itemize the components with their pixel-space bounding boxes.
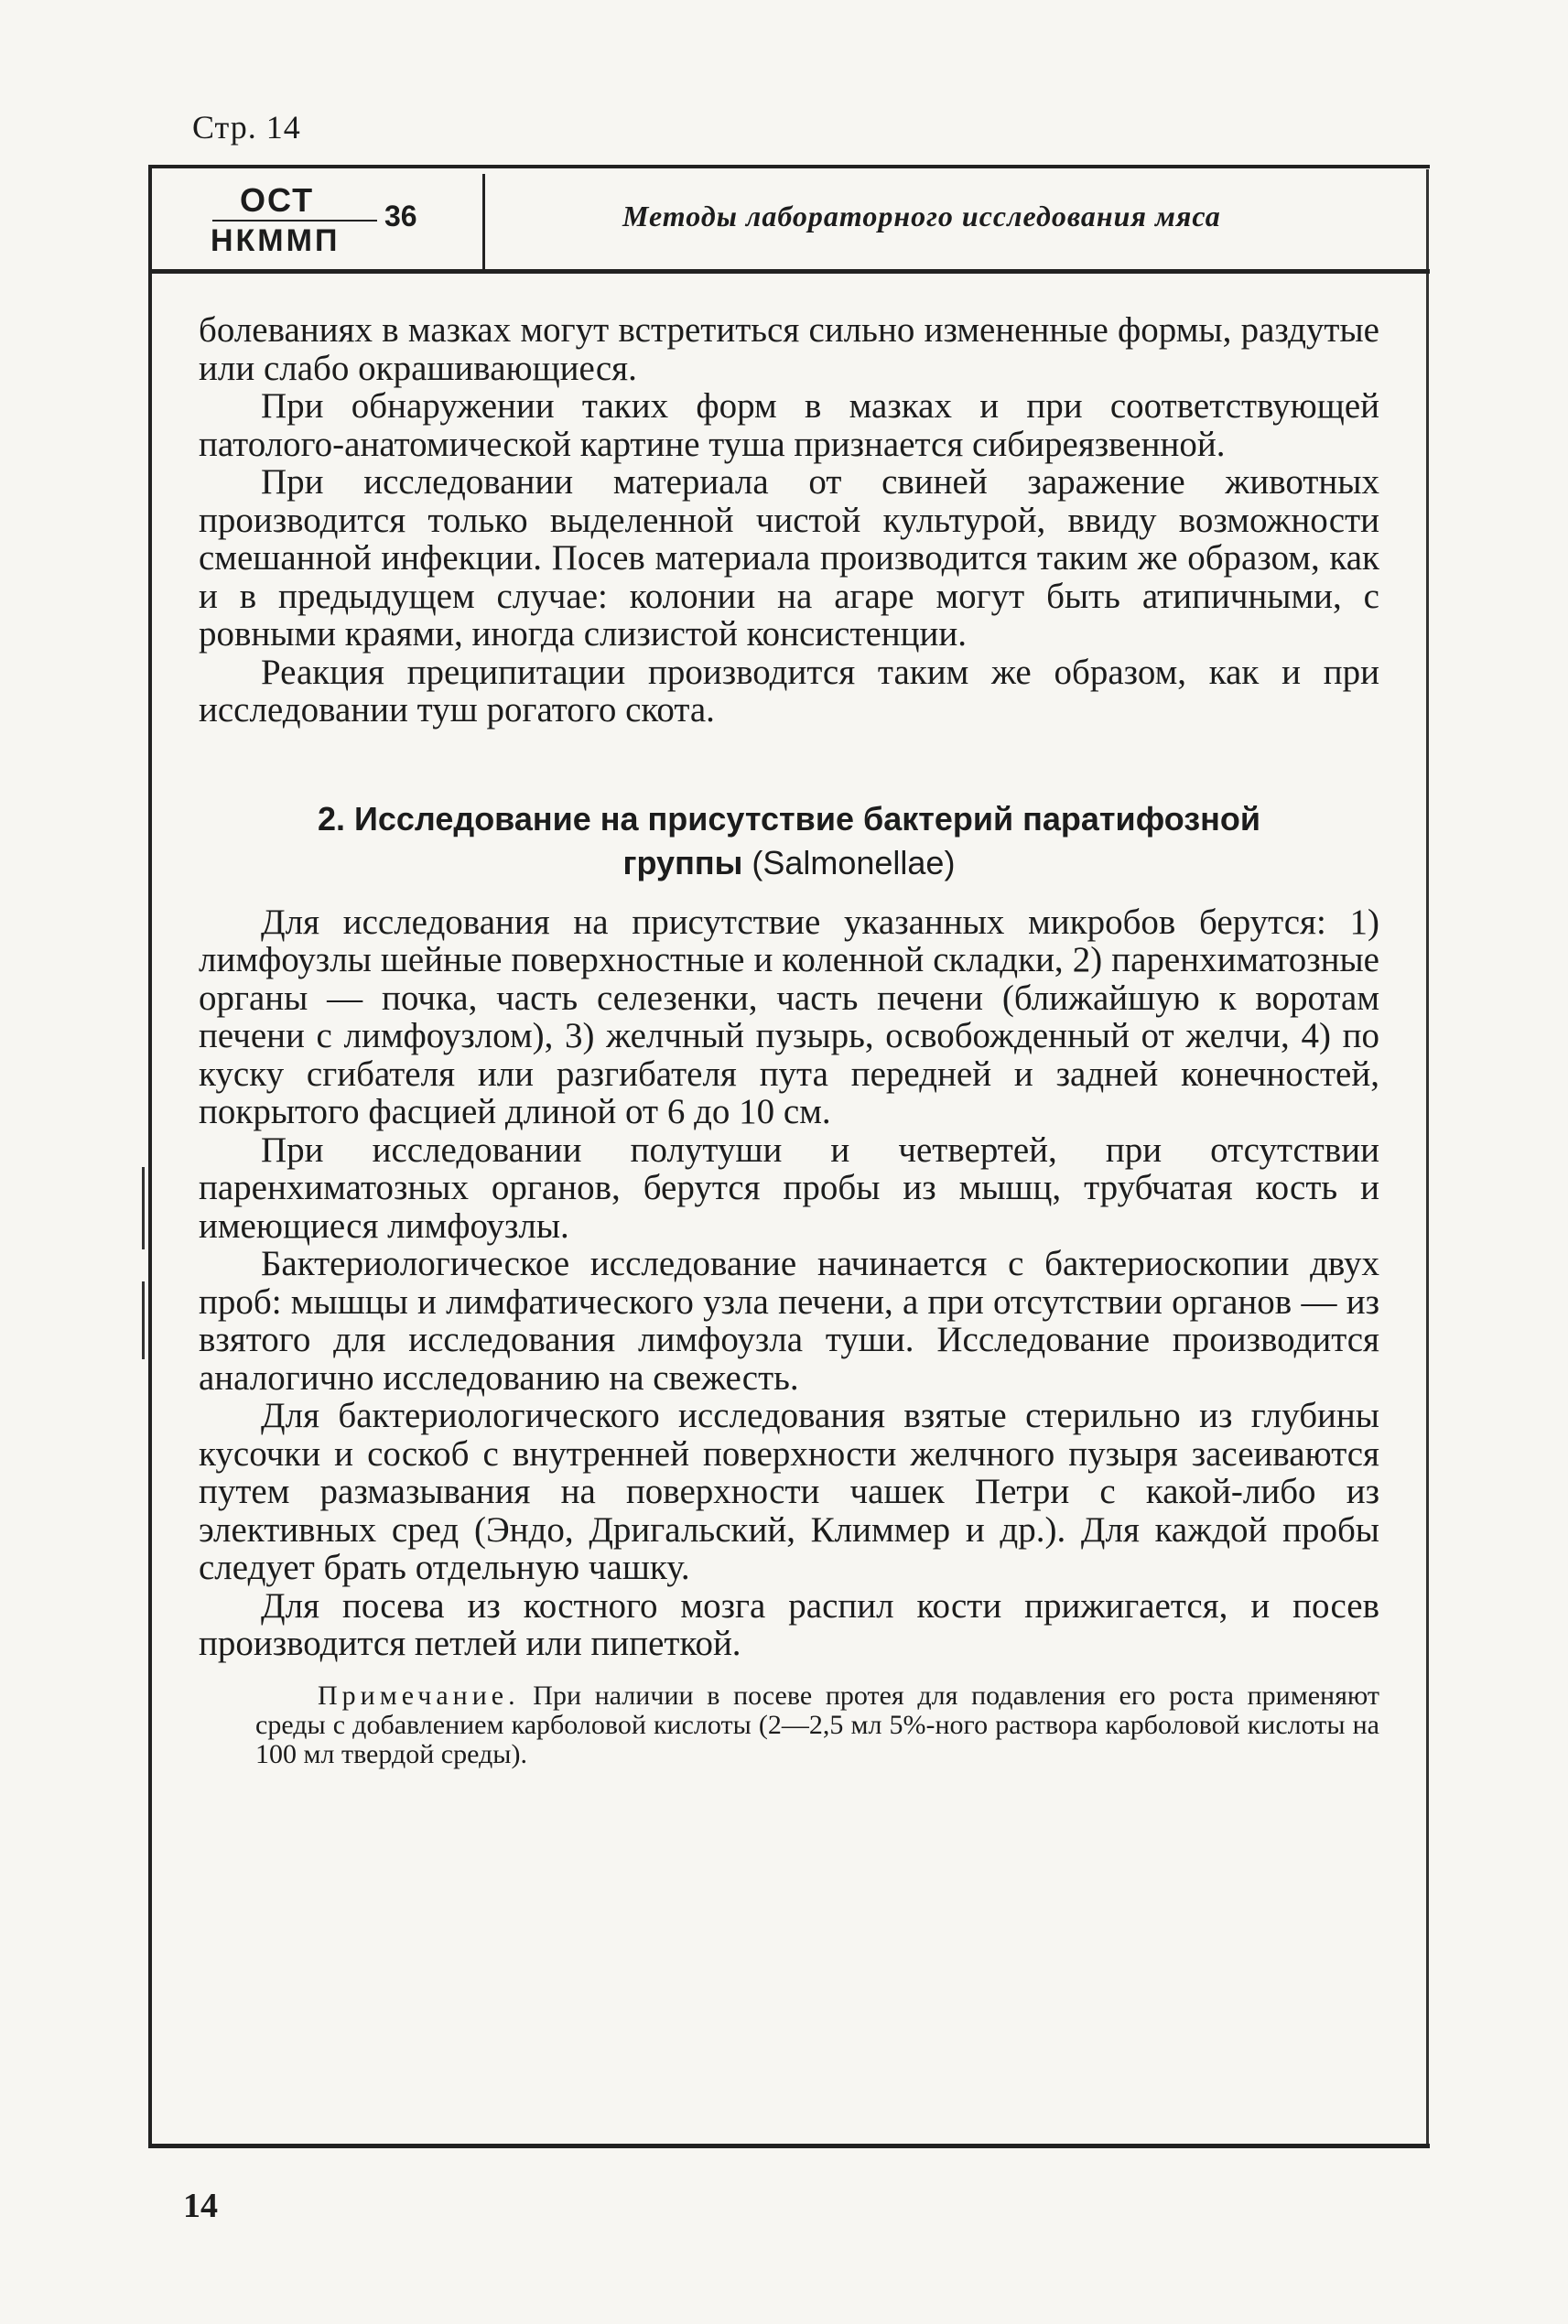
header-title: Методы лабораторного исследования мяса (622, 200, 1221, 232)
header-bottom-rule (148, 269, 1430, 274)
section-heading-text: 2. Исследование на присутствие бактерий паратифозной группы (317, 799, 1260, 881)
margin-mark (142, 1167, 145, 1249)
footer-rule (148, 2144, 1430, 2148)
paragraph: болеваниях в мазках могут встретиться сильно измененные формы, раздутые или слабо окрашивающиеся. (199, 310, 1379, 388)
paragraph: Для посева из костного мозга распил кости прижигается, и посев производится петлей или пипеткой. (199, 1585, 1379, 1663)
paragraph: При исследовании полутуши и четвертей, при отсутствии паренхиматозных органов, берутся пробы из мышц, трубчатая кость и имеющиеся лимфоузлы. (199, 1130, 1379, 1246)
margin-mark (142, 1281, 145, 1359)
paragraph: При обнаружении таких форм в мазках и при соответствующей патолого-анатомической картине туша признается сибиреязвенной. (199, 386, 1379, 464)
section-heading (254, 797, 1325, 885)
paragraph: Реакция преципитации производится таким же образом, как и при исследовании туш рогатого скота. (199, 652, 1379, 730)
section-heading-latin: (Salmonellae) (752, 843, 956, 881)
header-standard-number: 36 (384, 200, 417, 232)
paragraph: Для бактериологического исследования взятые стерильно из глубины кусочки и соскоб с внутренней поверхности желчного пузыря засеиваются путем размазывания на поверхности чашек Петри с какой-либо из элективных сред (Эндо, Дригальский, Климмер и др.). Для каждой пробы следует брать отдельную чашку. (199, 1396, 1379, 1587)
header-top-rule (148, 165, 1430, 168)
page-body (199, 311, 1379, 1769)
header-standard: ОСТ (240, 181, 315, 219)
header-agency: НКММП (211, 223, 341, 258)
frame-right-border (1426, 169, 1429, 2146)
note-label: Примечание. (318, 1680, 520, 1711)
header-separator (482, 174, 485, 269)
paragraph: Бактериологическое исследование начинается с бактериоскопии двух проб: мышцы и лимфатического узла печени, а при отсутствии органов — из взятого для исследования лимфоузла туши. Исследование производится аналогично исследованию на свежесть. (199, 1244, 1379, 1398)
page-label: Стр. 14 (192, 109, 301, 146)
page-number: 14 (183, 2187, 218, 2225)
paragraph: При исследовании материала от свиней заражение животных производится только выделенной чистой культурой, ввиду возможности смешанной инфекции. Посев материала производится таким же образом, как и в предыдущем случае: колонии на агаре могут быть атипичными, с ровными краями, иногда слизистой консистенции. (199, 462, 1379, 654)
note (255, 1681, 1379, 1769)
frame-left-border (148, 165, 152, 2146)
paragraph: Для исследования на присутствие указанных микробов берутся: 1) лимфоузлы шейные поверхностные и коленной складки, 2) паренхиматозные органы — почка, часть селезенки, часть печени (ближайшую к воротам печени с лимфоузлом), 3) желчный пузырь, освобожденный от желчи, 4) по куску сгибателя или разгибателя пута передней и задней конечностей, покрытого фасцией длиной от 6 до 10 см. (199, 902, 1379, 1131)
header-fraction-line (212, 220, 377, 222)
note-text: При наличии в посеве протея для подавления его роста применяют среды с добавлением карболовой кислоты (2—2,5 мл 5%-ного раствора карболовой кислоты на 100 мл твердой среды). (255, 1680, 1379, 1769)
